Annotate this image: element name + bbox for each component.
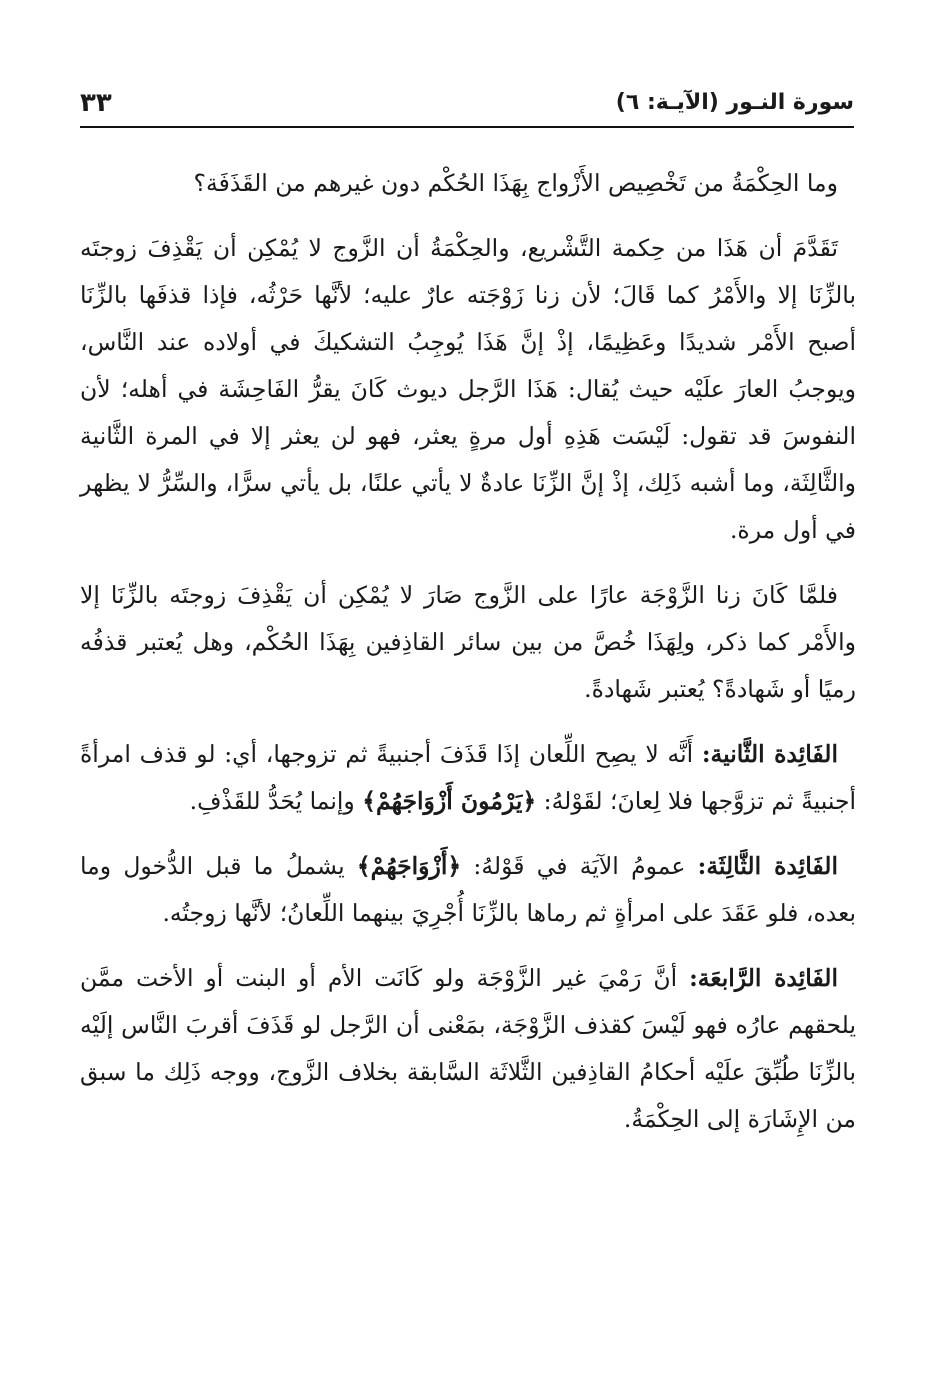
paragraph-text-after: يشملُ ما قبل الدُّخول وما بعده، فلو عَقَدَ على امرأةٍ ثم رماها بالزِّنَا أُجْرِيَ بينهما اللِّعانُ؛ لأنَّها زوجتُه. — [80, 852, 856, 927]
paragraph-second-benefit — [80, 731, 856, 825]
body-text — [80, 160, 856, 1143]
paragraph-text-after: وإنما يُحَدُّ للقَذْفِ. — [189, 787, 363, 815]
benefit-label: الفَائِدة الرَّابعَة: — [689, 964, 838, 992]
paragraph-third-benefit — [80, 843, 856, 937]
paragraph-explanation-continued — [80, 572, 856, 713]
paragraph-text: وما الحِكْمَةُ من تَخْصِيص الأَزْواج بِهَذَا الحُكْم دون غيرهم من القَذَفَة؟ — [193, 169, 838, 197]
paragraph-text: فلمَّا كَانَ زنا الزَّوْجَة عارًا على الزَّوج صَارَ لا يُمْكِن أن يَقْذِفَ زوجتَه بالزِّنَا إلا والأَمْر كما ذكر، ولِهَذَا خُصَّ من بين سائر القاذِفين بِهَذَا الحُكْم، وهل يُعتبر قذفُه رميًا أو شَهادةً؟ يُعتبر شَهادةً. — [80, 581, 856, 703]
paragraph-text: أنَّ رَمْيَ غير الزَّوْجَة ولو كَانَت الأم أو البنت أو الأخت ممَّن يلحقهم عارُه فهو لَيْسَ كقذف الزَّوْجَة، بمَعْنى أن الرَّجل لو قَذَفَ أقربَ النَّاس إلَيْه بالزِّنَا طُبِّقَ علَيْه أحكامُ القاذِفين الثَّلاثَة السَّابقة بخلاف الزَّوج، ووجه ذَلِك ما سبق من الإِشَارَة إلى الحِكْمَةُ. — [80, 964, 856, 1133]
paragraph-text: أَنَّه لا يصِح اللِّعان إذَا قَذَفَ أجنبيةً ثم تزوجها، أي: لو قذف امرأةً أجنبيةً ثم تزوَّجها فلا لِعانَ؛ لقَوْلهُ: — [80, 740, 856, 815]
benefit-label: الفَائِدة الثَّانية: — [701, 740, 838, 768]
paragraph-text: عمومُ الآيَة في قَوْلهُ: — [461, 852, 698, 880]
paragraph-explanation — [80, 225, 856, 554]
paragraph-fourth-benefit — [80, 955, 856, 1143]
quran-quote: ﴿أَزْوَاجَهُمْ﴾ — [356, 852, 462, 880]
quran-quote: ﴿يَرْمُونَ أَزْوَاجَهُمْ﴾ — [362, 787, 537, 815]
paragraph-question — [80, 160, 856, 207]
page-number: ٣٣ — [80, 88, 112, 118]
running-title: سورة النـور (الآيـة: ٦) — [615, 90, 854, 115]
page-header — [80, 86, 854, 128]
benefit-label: الفَائِدة الثَّالِثَة: — [697, 852, 838, 880]
paragraph-text: تَقَدَّمَ أن هَذَا من حِكمة التَّشْريع، والحِكْمَةُ أن الزَّوج لا يُمْكِن أن يَقْذِفَ زوجتَه بالزِّنَا إلا والأَمْرُ كما قَالَ؛ لأن زنا زَوْجَته عارٌ عليه؛ لأنَّها حَرْثُه، فإذا قذفَها بالزِّنَا أصبح الأَمْر شديدًا وعَظِيمًا، إذْ إنَّ هَذَا يُوجِبُ التشكيكَ في أولاده عند النَّاس، ويوجبُ العارَ علَيْه حيث يُقال: هَذَا الرَّجل ديوث كَانَ يقرُّ الفَاحِشَة في أهله؛ لأن النفوسَ قد تقول: لَيْسَت هَذِهِ أول مرةٍ يعثر، فهو لن يعثر إلا في المرة الثَّانية والثَّالِثَة، وما أشبه ذَلِك، إذْ إنَّ الزِّنَا عادةٌ لا يأتي علنًا، بل يأتي سرًّا، والسِّرُّ لا يظهر في أول مرة. — [80, 234, 856, 544]
